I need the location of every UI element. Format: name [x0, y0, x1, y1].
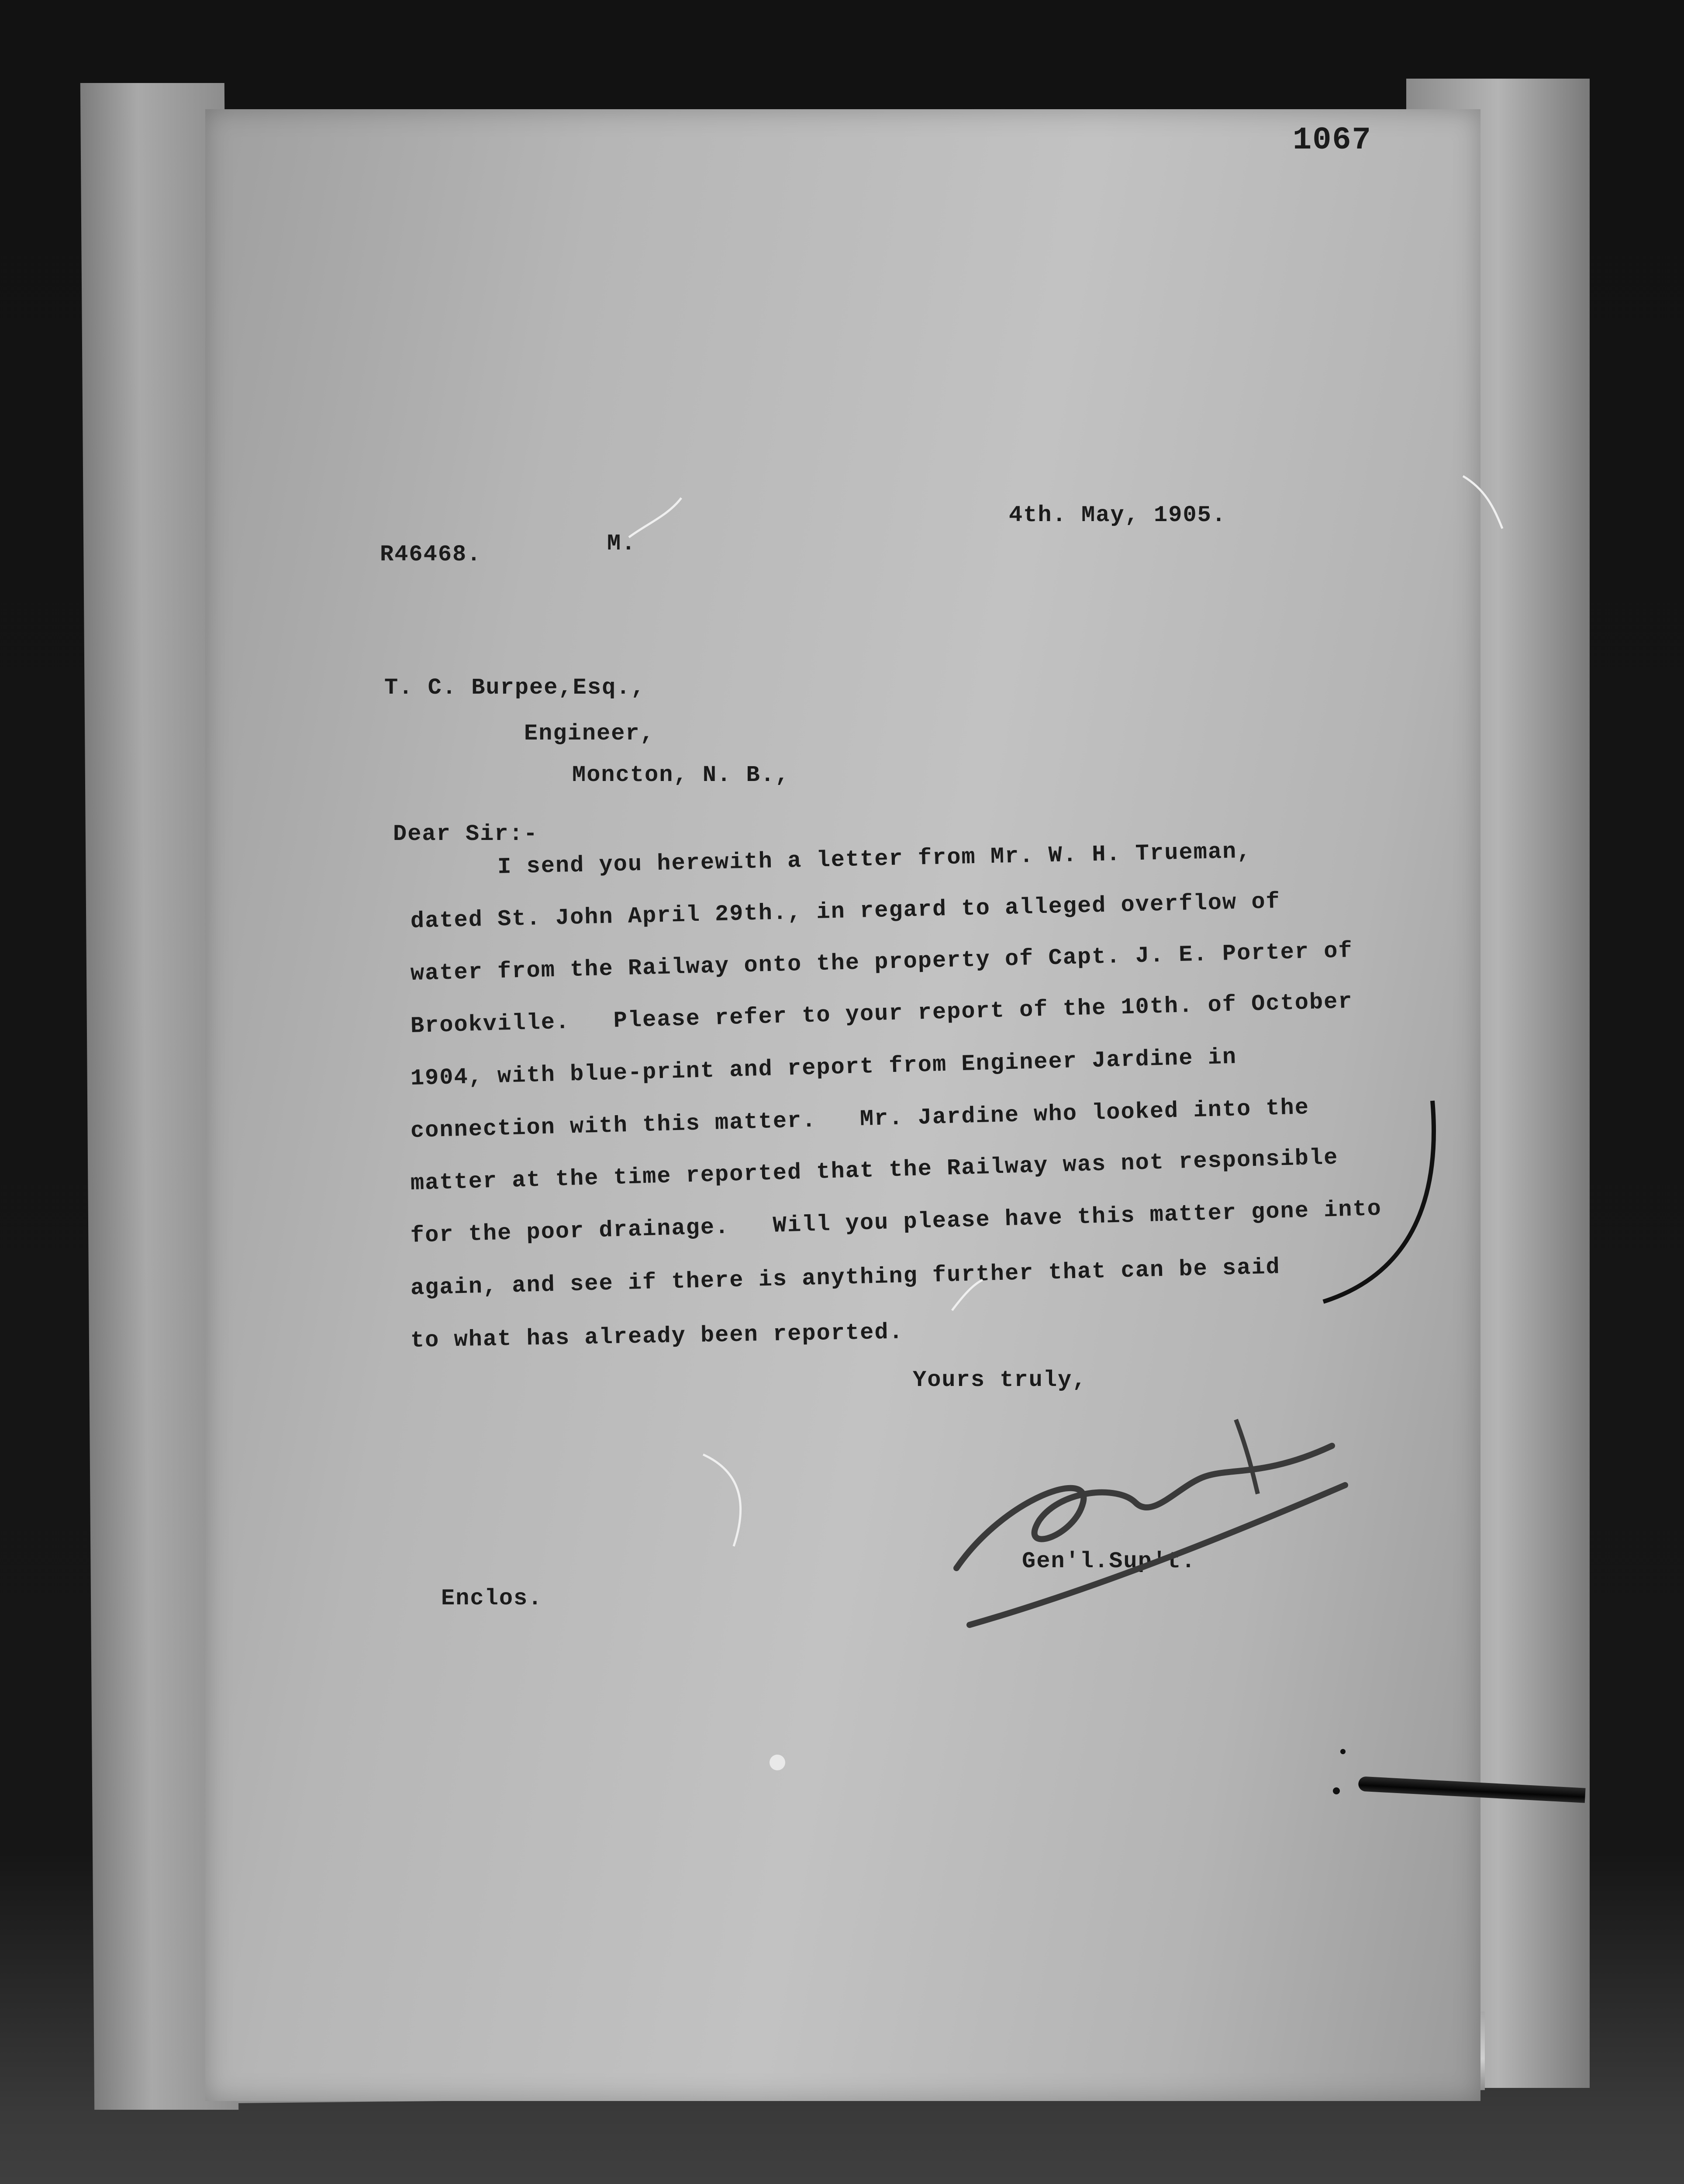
body-line: matter at the time reported that the Railway was not responsible [410, 1144, 1339, 1196]
reference-number: R46468. [380, 542, 482, 567]
letter-date: 4th. May, 1905. [1009, 502, 1227, 528]
closing: Yours truly, [913, 1367, 1087, 1393]
body-line: I send you herewith a letter from Mr. W. H. Trueman, [410, 838, 1252, 882]
body-line: for the poor drainage. Will you please have this matter gone into [410, 1196, 1382, 1249]
body-line: Brookville. Please refer to your report of the 10th. of October [410, 988, 1353, 1039]
body-line: connection with this matter. Mr. Jardine who looked into the [410, 1095, 1310, 1144]
reference-mark: M. [607, 531, 636, 556]
body-line: again, and see if there is anything further that can be said [410, 1254, 1281, 1301]
body-line: 1904, with blue-print and report from Engineer Jardine in [410, 1044, 1237, 1092]
salutation: Dear Sir:- [393, 821, 538, 847]
recipient-location: Moncton, N. B., [572, 762, 790, 788]
body-line: to what has already been reported. [410, 1319, 904, 1354]
body-line: dated St. John April 29th., in regard to alleged overflow of [410, 888, 1281, 934]
signature-title: Gen'l.Sup't. [1022, 1548, 1196, 1574]
page-number: 1067 [1293, 122, 1372, 158]
body-line: water from the Railway onto the property of Capt. J. E. Porter of [410, 938, 1353, 987]
recipient-title: Engineer, [524, 721, 655, 746]
enclosure-note: Enclos. [441, 1586, 543, 1611]
signature [956, 1446, 1345, 1625]
recipient-name: T. C. Burpee,Esq., [384, 675, 645, 701]
